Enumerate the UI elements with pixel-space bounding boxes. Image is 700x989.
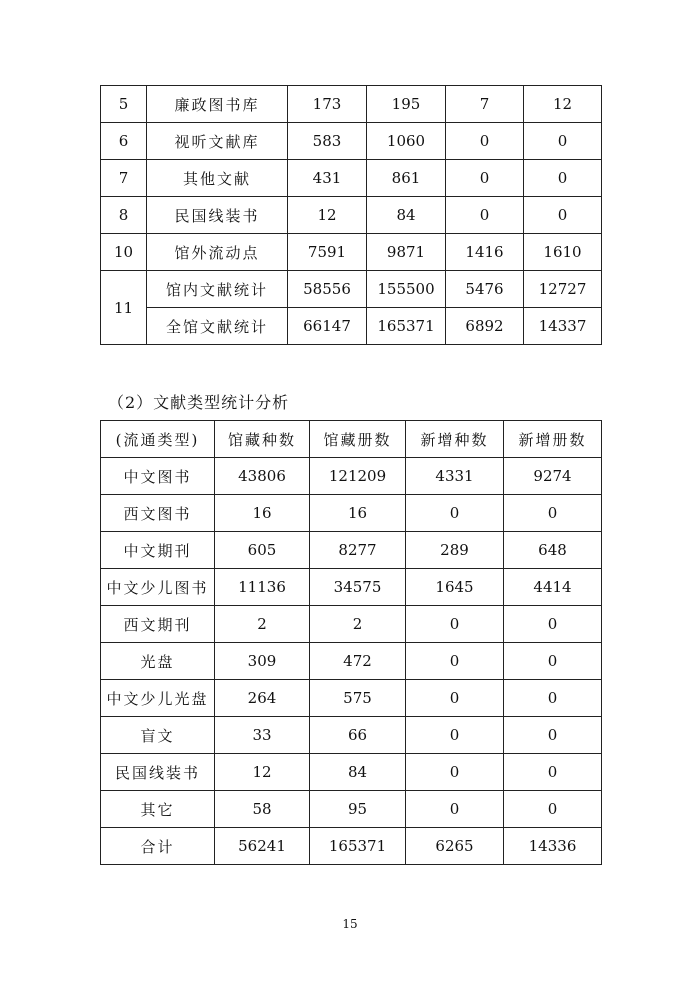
table-row (101, 160, 602, 197)
value-cell: 648 (504, 532, 602, 569)
value-cell: 95 (310, 791, 406, 828)
table-row (101, 680, 602, 717)
value-cell: 66147 (288, 308, 367, 345)
value-cell: 309 (215, 643, 310, 680)
value-cell: 0 (406, 643, 504, 680)
value-cell: 84 (310, 754, 406, 791)
collection-stats-table (100, 85, 602, 345)
value-cell: 0 (524, 160, 602, 197)
value-cell: 12727 (524, 271, 602, 308)
value-cell: 0 (504, 717, 602, 754)
table-row (101, 86, 602, 123)
row-number: 6 (101, 123, 147, 160)
value-cell: 173 (288, 86, 367, 123)
value-cell: 11136 (215, 569, 310, 606)
value-cell: 155500 (367, 271, 446, 308)
table-row (101, 532, 602, 569)
value-cell: 0 (406, 606, 504, 643)
value-cell: 14337 (524, 308, 602, 345)
row-name: 廉政图书库 (147, 86, 288, 123)
value-cell: 66 (310, 717, 406, 754)
value-cell: 575 (310, 680, 406, 717)
value-cell: 0 (446, 197, 524, 234)
value-cell: 5476 (446, 271, 524, 308)
value-cell: 195 (367, 86, 446, 123)
row-number: 10 (101, 234, 147, 271)
value-cell: 0 (504, 643, 602, 680)
table-row (101, 271, 602, 308)
column-header: (流通类型) (101, 421, 215, 458)
value-cell: 472 (310, 643, 406, 680)
value-cell: 0 (406, 680, 504, 717)
value-cell: 0 (504, 495, 602, 532)
column-header: 新增种数 (406, 421, 504, 458)
value-cell: 16 (310, 495, 406, 532)
value-cell: 0 (446, 123, 524, 160)
value-cell: 12 (524, 86, 602, 123)
value-cell: 14336 (504, 828, 602, 865)
type-name: 民国线装书 (101, 754, 215, 791)
value-cell: 12 (215, 754, 310, 791)
value-cell: 6892 (446, 308, 524, 345)
row-name: 其他文献 (147, 160, 288, 197)
type-name: 其它 (101, 791, 215, 828)
row-name: 视听文献库 (147, 123, 288, 160)
document-type-stats-table (100, 420, 602, 865)
value-cell: 2 (310, 606, 406, 643)
table-row (101, 458, 602, 495)
value-cell: 0 (406, 754, 504, 791)
value-cell: 0 (406, 791, 504, 828)
table-row (101, 197, 602, 234)
type-name: 合计 (101, 828, 215, 865)
type-name: 西文期刊 (101, 606, 215, 643)
value-cell: 0 (504, 754, 602, 791)
value-cell: 0 (524, 197, 602, 234)
row-number: 11 (101, 271, 147, 345)
value-cell: 16 (215, 495, 310, 532)
value-cell: 165371 (367, 308, 446, 345)
value-cell: 0 (446, 160, 524, 197)
table-row (101, 606, 602, 643)
type-name: 中文图书 (101, 458, 215, 495)
value-cell: 7591 (288, 234, 367, 271)
table-row (101, 234, 602, 271)
value-cell: 12 (288, 197, 367, 234)
value-cell: 33 (215, 717, 310, 754)
value-cell: 0 (504, 680, 602, 717)
value-cell: 9871 (367, 234, 446, 271)
table-row (101, 123, 602, 160)
value-cell: 1060 (367, 123, 446, 160)
value-cell: 6265 (406, 828, 504, 865)
value-cell: 58 (215, 791, 310, 828)
section-caption: （2）文献类型统计分析 (108, 393, 290, 412)
type-name: 盲文 (101, 717, 215, 754)
type-name: 中文期刊 (101, 532, 215, 569)
row-number: 5 (101, 86, 147, 123)
value-cell: 2 (215, 606, 310, 643)
value-cell: 0 (406, 717, 504, 754)
value-cell: 4414 (504, 569, 602, 606)
value-cell: 861 (367, 160, 446, 197)
table-row (101, 828, 602, 865)
value-cell: 34575 (310, 569, 406, 606)
value-cell: 1610 (524, 234, 602, 271)
value-cell: 121209 (310, 458, 406, 495)
table-row (101, 791, 602, 828)
table-row (101, 643, 602, 680)
table-row (101, 754, 602, 791)
value-cell: 1416 (446, 234, 524, 271)
value-cell: 0 (524, 123, 602, 160)
value-cell: 0 (504, 791, 602, 828)
row-name: 馆外流动点 (147, 234, 288, 271)
table-row (101, 569, 602, 606)
page-number: 15 (342, 917, 358, 931)
value-cell: 56241 (215, 828, 310, 865)
value-cell: 84 (367, 197, 446, 234)
value-cell: 0 (504, 606, 602, 643)
value-cell: 605 (215, 532, 310, 569)
header-row (101, 421, 602, 458)
row-name: 馆内文献统计 (147, 271, 288, 308)
column-header: 馆藏种数 (215, 421, 310, 458)
column-header: 馆藏册数 (310, 421, 406, 458)
value-cell: 289 (406, 532, 504, 569)
table-row (101, 495, 602, 532)
value-cell: 8277 (310, 532, 406, 569)
value-cell: 58556 (288, 271, 367, 308)
value-cell: 0 (406, 495, 504, 532)
value-cell: 165371 (310, 828, 406, 865)
row-name: 全馆文献统计 (147, 308, 288, 345)
type-name: 中文少儿光盘 (101, 680, 215, 717)
row-name: 民国线装书 (147, 197, 288, 234)
type-name: 光盘 (101, 643, 215, 680)
row-number: 8 (101, 197, 147, 234)
type-name: 西文图书 (101, 495, 215, 532)
value-cell: 4331 (406, 458, 504, 495)
type-name: 中文少儿图书 (101, 569, 215, 606)
row-number: 7 (101, 160, 147, 197)
column-header: 新增册数 (504, 421, 602, 458)
value-cell: 1645 (406, 569, 504, 606)
value-cell: 7 (446, 86, 524, 123)
value-cell: 583 (288, 123, 367, 160)
table-row (101, 308, 602, 345)
value-cell: 431 (288, 160, 367, 197)
value-cell: 264 (215, 680, 310, 717)
value-cell: 9274 (504, 458, 602, 495)
table-row (101, 717, 602, 754)
value-cell: 43806 (215, 458, 310, 495)
